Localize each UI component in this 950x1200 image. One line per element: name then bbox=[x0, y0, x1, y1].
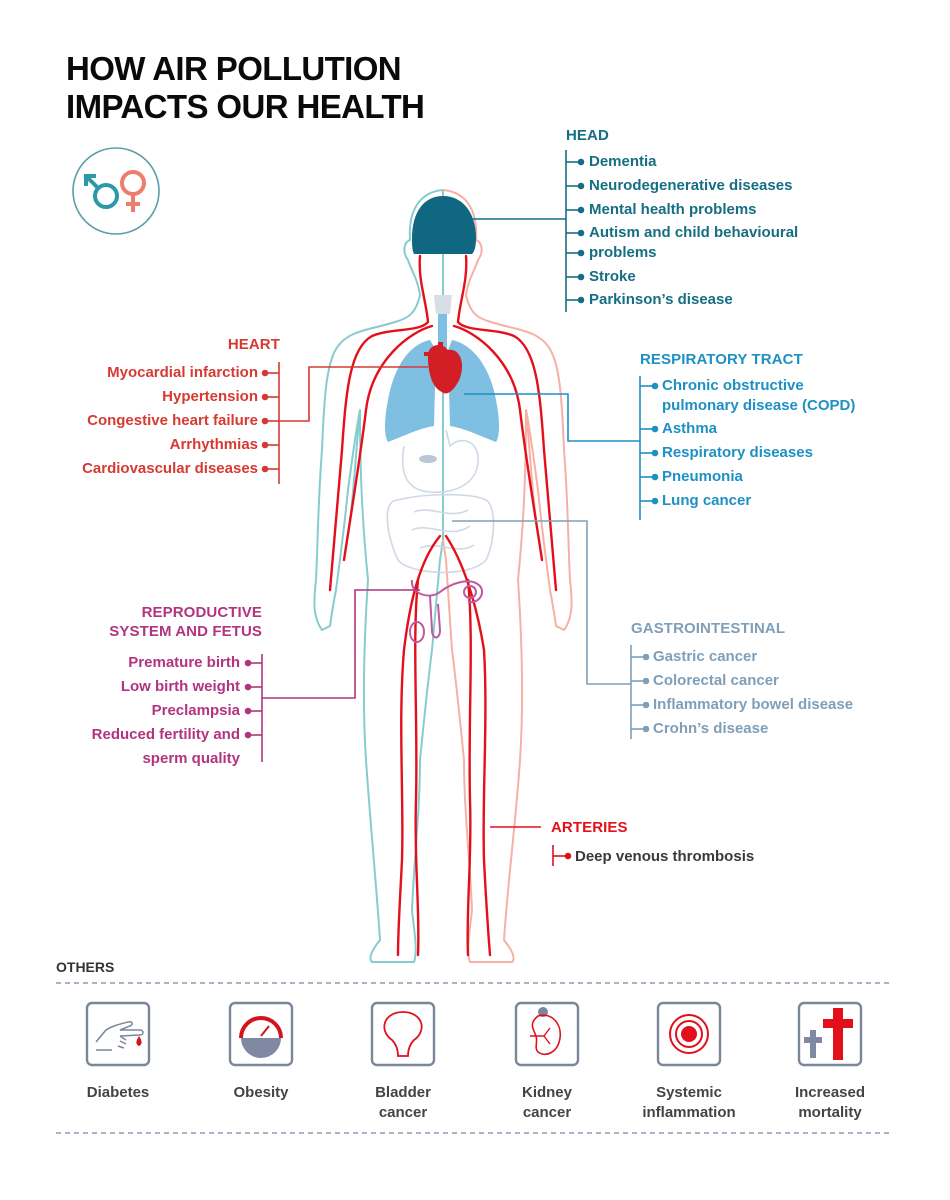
heart-item: Congestive heart failure bbox=[87, 412, 258, 429]
head-item: Neurodegenerative diseases bbox=[589, 177, 793, 194]
heart-item: Arrhythmias bbox=[169, 436, 258, 453]
male-female-icon bbox=[73, 148, 159, 234]
gastro-item: Crohn’s disease bbox=[653, 720, 769, 737]
other-label-systemic-inflammation: Systemic inflammation bbox=[642, 1084, 736, 1121]
respiratory-item: Chronic obstructive bbox=[662, 377, 804, 394]
respiratory-item: Lung cancer bbox=[662, 492, 752, 509]
gastro-item: Gastric cancer bbox=[653, 648, 758, 665]
reproductive-section-title-line-1: REPRODUCTIVE bbox=[141, 604, 262, 621]
head-item: Dementia bbox=[589, 153, 657, 170]
other-label-bladder-cancer: Bladder cancer bbox=[375, 1084, 431, 1121]
diabetes-finger-blood-icon bbox=[87, 1003, 149, 1065]
respiratory-item: Respiratory diseases bbox=[662, 444, 813, 461]
reproductive-item: Premature birth bbox=[128, 654, 240, 671]
reproductive-connector bbox=[246, 590, 421, 762]
heart-item: Hypertension bbox=[162, 388, 258, 405]
head-item: Stroke bbox=[589, 268, 636, 285]
head-connector bbox=[472, 150, 584, 312]
kidney-icon bbox=[516, 1003, 578, 1065]
head-section-title: HEAD bbox=[566, 127, 609, 144]
gastro-item: Inflammatory bowel disease bbox=[653, 696, 854, 713]
gastro-item: Colorectal cancer bbox=[653, 672, 779, 689]
other-label-obesity: Obesity bbox=[233, 1084, 289, 1101]
head-item: Parkinson’s disease bbox=[589, 291, 733, 308]
arteries-item: Deep venous thrombosis bbox=[575, 848, 755, 865]
reproductive-item: sperm quality bbox=[142, 750, 240, 767]
respiratory-item: Asthma bbox=[662, 420, 718, 437]
heart-item: Cardiovascular diseases bbox=[82, 460, 258, 477]
reproductive-item: Reduced fertility and bbox=[91, 726, 240, 743]
head-item: Autism and child behavioural bbox=[589, 224, 799, 241]
other-label-kidney-cancer: Kidney cancer bbox=[521, 1084, 572, 1121]
respiratory-section-title: RESPIRATORY TRACT bbox=[640, 351, 803, 368]
title-line-2: IMPACTS OUR HEALTH bbox=[66, 88, 425, 125]
obesity-scale-gauge-icon bbox=[230, 1003, 292, 1065]
title-line-1: HOW AIR POLLUTION bbox=[66, 50, 402, 87]
reproductive-item: Low birth weight bbox=[120, 678, 240, 695]
respiratory-item: pulmonary disease (COPD) bbox=[662, 397, 856, 414]
stomach-detail bbox=[419, 455, 437, 463]
bladder-icon bbox=[372, 1003, 434, 1065]
head-item: Mental health problems bbox=[589, 201, 757, 218]
other-label-diabetes: Diabetes bbox=[86, 1084, 150, 1101]
reproductive-section-title-line-2: SYSTEM AND FETUS bbox=[109, 623, 262, 640]
others-section-title: OTHERS bbox=[56, 959, 115, 975]
mortality-crosses-icon bbox=[799, 1003, 861, 1065]
other-label-increased-mortality: Increased mortality bbox=[794, 1084, 866, 1121]
respiratory-item: Pneumonia bbox=[662, 468, 743, 485]
brain bbox=[412, 196, 476, 254]
heart-item: Myocardial infarction bbox=[107, 364, 258, 381]
inflammation-target-icon bbox=[658, 1003, 720, 1065]
gastro-section-title: GASTROINTESTINAL bbox=[631, 620, 786, 637]
reproductive-item: Preclampsia bbox=[151, 702, 240, 719]
heart-section-title: HEART bbox=[227, 336, 280, 353]
head-item: problems bbox=[589, 244, 657, 261]
arteries-section-title: ARTERIES bbox=[551, 819, 628, 836]
